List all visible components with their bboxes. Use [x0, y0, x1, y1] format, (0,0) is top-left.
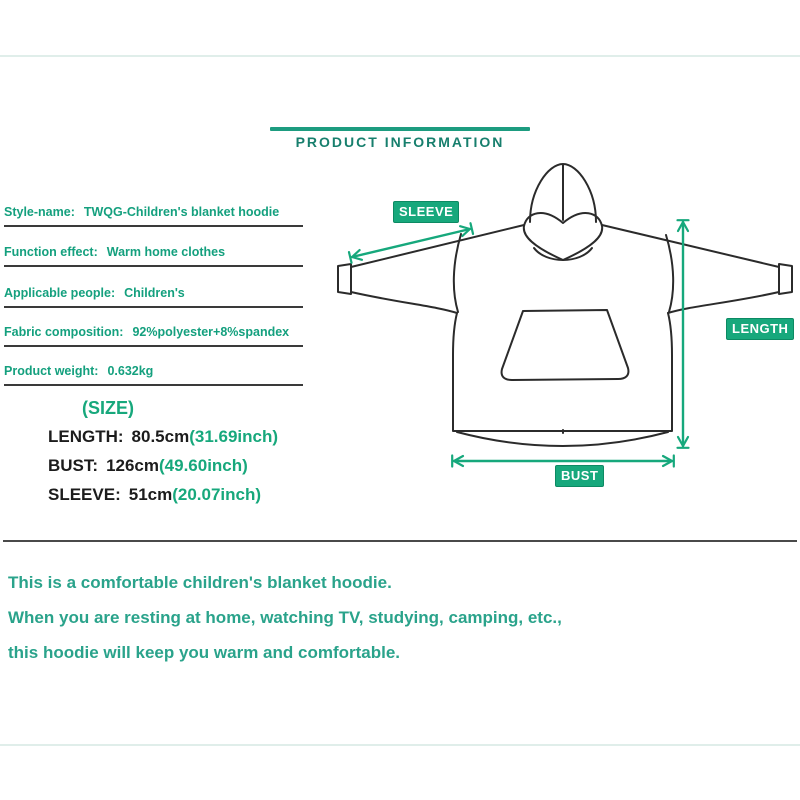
title-accent-bar — [270, 127, 530, 131]
body-outline — [453, 313, 672, 431]
attribute-value: 0.632kg — [107, 364, 154, 378]
right-cuff — [779, 264, 792, 294]
attribute-label: Fabric composition: — [4, 325, 124, 339]
size-label: LENGTH: — [48, 427, 124, 446]
attribute-row-function-effect — [4, 245, 303, 267]
attribute-row-fabric-composition — [4, 325, 303, 347]
size-row-bust — [48, 456, 248, 476]
attribute-label: Applicable people: — [4, 286, 116, 300]
attribute-label: Style-name: — [4, 205, 75, 219]
size-label: SLEEVE: — [48, 485, 121, 504]
description-line: When you are resting at home, watching TV, studying, camping, etc., — [8, 608, 562, 627]
size-value-cm: 80.5cm — [131, 427, 190, 446]
size-value-cm: 51cm — [128, 485, 173, 504]
attribute-value: Warm home clothes — [106, 245, 226, 259]
sleeve-measure-label: SLEEVE — [393, 201, 459, 223]
section-divider — [3, 540, 797, 542]
size-value-inch: (31.69inch) — [189, 427, 279, 446]
description-line: This is a comfortable children's blanket hoodie. — [8, 573, 392, 592]
size-label: BUST: — [48, 456, 99, 475]
left-sleeve-top-edge — [351, 225, 524, 267]
attribute-value: 92%polyester+8%spandex — [132, 325, 290, 339]
size-row-sleeve — [48, 485, 261, 505]
attribute-value: TWQG-Children's blanket hoodie — [83, 205, 280, 219]
bust-measure-label: BUST — [555, 465, 604, 487]
attribute-label: Function effect: — [4, 245, 98, 259]
top-rule — [0, 55, 800, 57]
length-measure-label: LENGTH — [726, 318, 794, 340]
size-value-inch: (49.60inch) — [159, 456, 248, 475]
size-row-length — [48, 427, 278, 447]
size-value-inch: (20.07inch) — [172, 485, 262, 504]
attribute-row-applicable-people — [4, 286, 303, 308]
attribute-value: Children's — [124, 286, 185, 300]
left-sleeve-bottom-edge — [351, 292, 457, 313]
left-raglan-seam — [454, 234, 461, 312]
front-hem-curve — [457, 432, 668, 446]
right-sleeve-bottom-edge — [668, 292, 779, 313]
right-raglan-seam — [666, 235, 673, 312]
size-heading: (SIZE) — [82, 398, 134, 418]
description-line: this hoodie will keep you warm and comfortable. — [8, 643, 401, 662]
left-cuff — [338, 264, 351, 294]
size-value-cm: 126cm — [106, 456, 159, 475]
attribute-label: Product weight: — [4, 364, 99, 378]
kangaroo-pocket — [502, 310, 629, 380]
right-sleeve-top-edge — [602, 225, 779, 267]
bottom-rule — [0, 744, 800, 746]
page-title: PRODUCT INFORMATION — [295, 134, 505, 150]
attribute-row-style-name — [4, 205, 303, 227]
attribute-row-product-weight — [4, 364, 303, 386]
